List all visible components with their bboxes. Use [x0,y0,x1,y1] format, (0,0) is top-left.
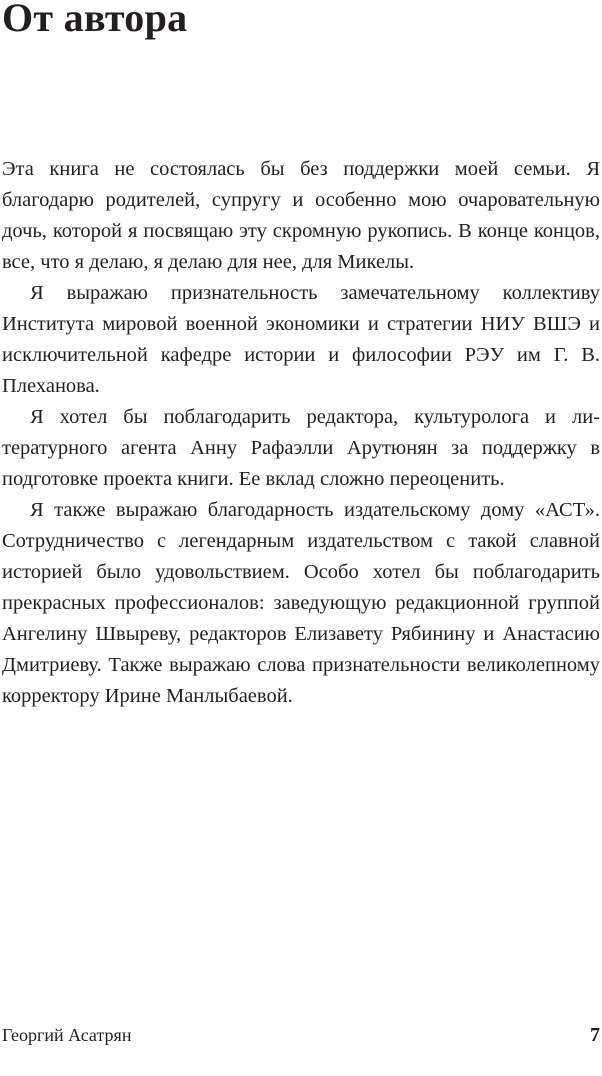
body-text [2,154,600,712]
paragraph-editor: Я хотел бы поблагодарить редактора, культуролога и литературного агента Анну Рафаэлли Арутюнян за поддержку в подготовке проекта книги. Ее вклад сложно переоценить. [2,406,600,490]
page-title: От автора [2,0,188,40]
running-footer-author: Георгий Асатрян [2,1025,132,1045]
paragraph-institute: Я выражаю признательность замечательному коллективу Института мировой военной экономики и стратегии НИУ ВШЭ и исключительной кафедре истории и философии РЭУ им Г. В. Плеханова. [2,282,600,397]
paragraph-family: Эта книга не состоялась бы без поддержки моей семьи. Я благодарю родителей, супругу и особенно мою очаровательную дочь, которой я посвящаю эту скромную рукопись. В конце концов, все, что я делаю, я делаю для нее, для Микелы. [2,158,600,273]
paragraph-publisher: Я также выражаю благодарность издательскому дому «АСТ». Сотрудничество с легендарным издательством с такой славной историей было удовольствием. Особо хотел бы поблагодарить прекрасных профессионалов: заведующую редакционной группой Ангелину Швыреву, редакторов Елизавету Рябинину и Анастасию Дмитриеву. Также выражаю слова признательности великолепному корректору Ирине Манлыбаевой. [2,499,600,707]
page-footer [2,1024,600,1054]
page-number: 7 [590,1024,600,1046]
